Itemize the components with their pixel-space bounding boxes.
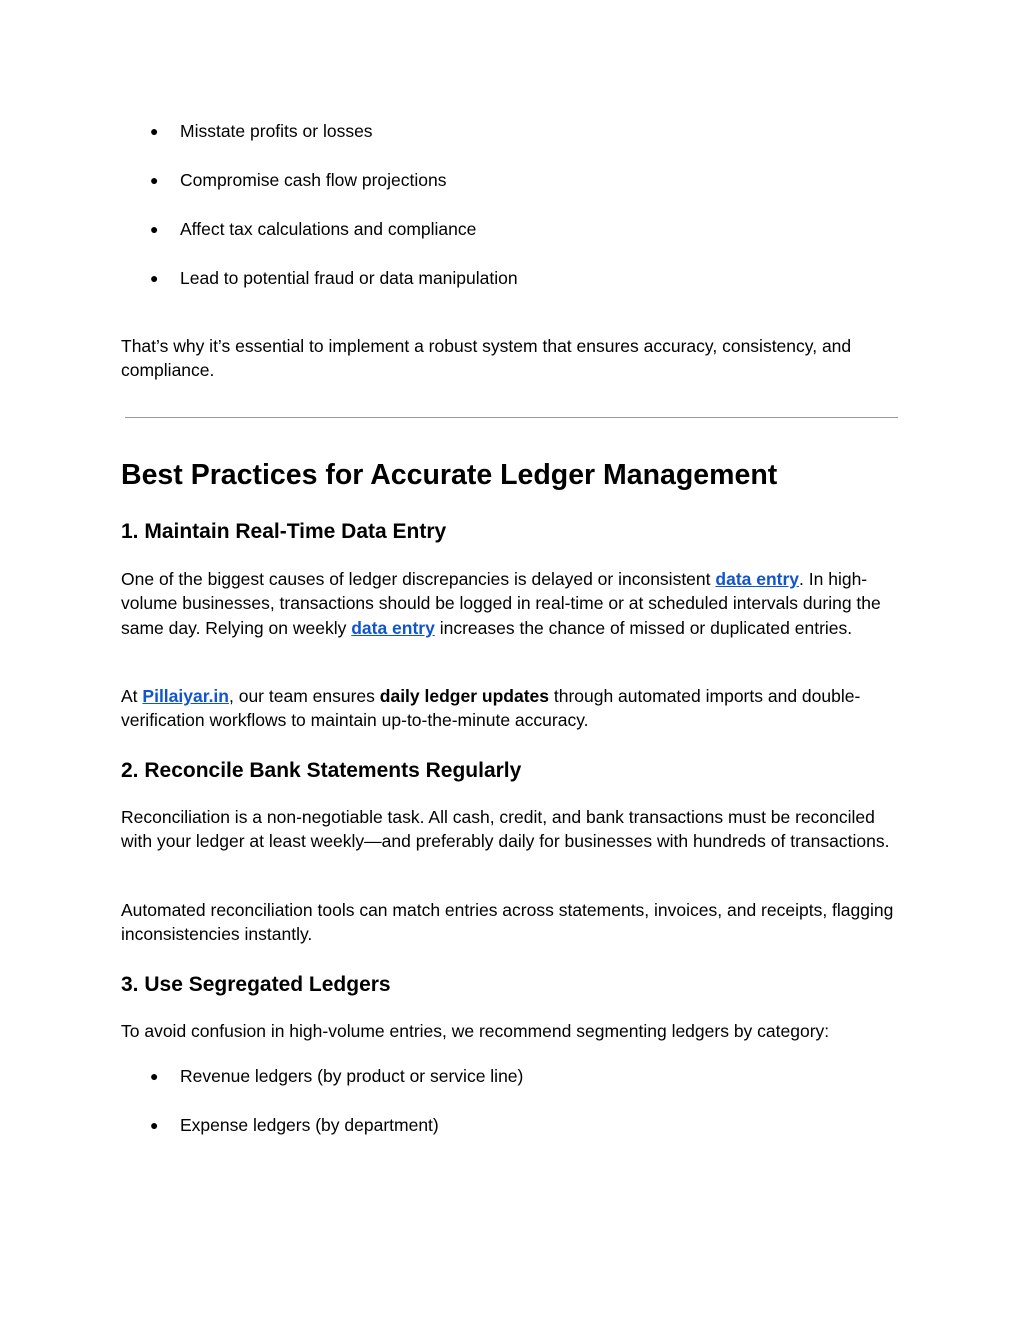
list-item <box>150 1114 523 1163</box>
list-item <box>150 218 518 267</box>
section2-paragraph-1: Reconciliation is a non-negotiable task. All cash, credit, and bank transactions must be reconciled with your ledger at least weekly—and preferably daily for businesses with hundreds of transactions. <box>121 807 890 852</box>
bullet-icon: ● <box>150 123 159 139</box>
list-item <box>150 169 518 218</box>
bullet-icon: ● <box>150 270 159 286</box>
list-item <box>150 267 518 316</box>
bullet-icon: ● <box>150 1117 159 1133</box>
page-title: Best Practices for Accurate Ledger Management <box>121 459 778 491</box>
bullet-icon: ● <box>150 1068 159 1084</box>
section3-paragraph-1: To avoid confusion in high-volume entries, we recommend segmenting ledgers by category: <box>121 1021 830 1041</box>
section2-paragraph-2: Automated reconciliation tools can match entries across statements, invoices, and receipts, flagging inconsistencies instantly. <box>121 900 894 945</box>
list-item-text: Lead to potential fraud or data manipulation <box>180 268 518 288</box>
data-entry-link[interactable]: data entry <box>351 617 435 638</box>
bold-text: daily ledger updates <box>379 686 549 706</box>
list-item <box>150 1065 523 1114</box>
ledger-types-list <box>150 1065 523 1163</box>
list-item-text: Compromise cash flow projections <box>180 170 447 190</box>
list-item-text: Expense ledgers (by department) <box>180 1115 439 1135</box>
list-item-text: Affect tax calculations and compliance <box>180 219 477 239</box>
list-item <box>150 120 518 169</box>
bullet-icon: ● <box>150 172 159 188</box>
pillaiyar-link[interactable]: Pillaiyar.in <box>142 686 229 706</box>
section1-paragraph-2: At Pillaiyar.in, our team ensures daily ledger updates through automated imports and double-verification workflows to maintain up-to-the-minute accuracy. <box>121 686 861 731</box>
consequences-list <box>150 120 518 316</box>
section-heading-1: 1. Maintain Real-Time Data Entry <box>121 520 447 543</box>
section-heading-3: 3. Use Segregated Ledgers <box>121 973 391 996</box>
intro-paragraph: That’s why it’s essential to implement a robust system that ensures accuracy, consistency, and compliance. <box>121 336 852 381</box>
horizontal-divider <box>125 417 898 418</box>
data-entry-link[interactable]: data entry <box>715 569 800 589</box>
section1-paragraph-1: One of the biggest causes of ledger discrepancies is delayed or inconsistent data entry. In high-volume businesses, transactions should be logged in real-time or at scheduled intervals during the same day. Relying on weekly data entry increases the chance of missed or duplicated entries. <box>121 569 881 638</box>
list-item-text: Misstate profits or losses <box>180 121 373 141</box>
bullet-icon: ● <box>150 221 159 237</box>
section-heading-2: 2. Reconcile Bank Statements Regularly <box>121 759 522 782</box>
list-item-text: Revenue ledgers (by product or service line) <box>180 1066 524 1086</box>
